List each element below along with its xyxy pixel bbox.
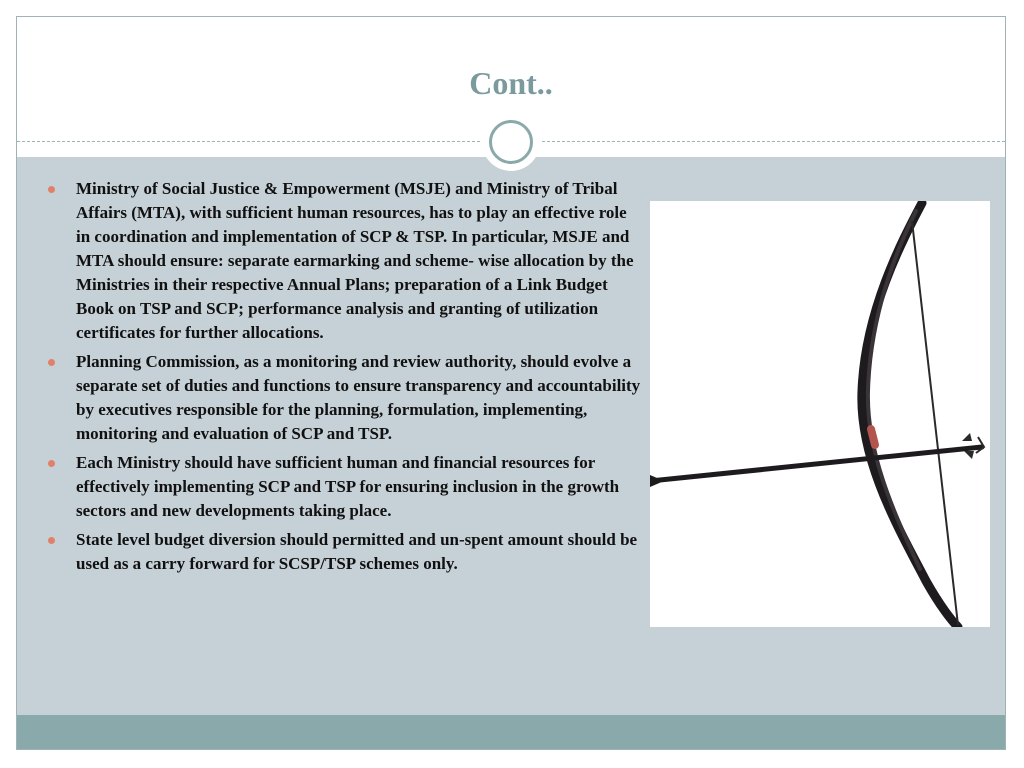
bow-and-arrow-picture (650, 201, 990, 627)
bullet-dot-icon (48, 460, 55, 467)
bow-and-arrow-icon (650, 201, 990, 627)
bullet-item (45, 451, 645, 523)
bullet-dot-icon (48, 186, 55, 193)
slide (16, 16, 1006, 750)
bottom-bar (17, 715, 1005, 750)
bullet-text: State level budget diversion should permitted and un-spent amount should be used as a carry forward for SCSP/TSP schemes only. (76, 530, 638, 573)
bullet-item (45, 177, 645, 345)
bullet-text: Ministry of Social Justice & Empowerment (MSJE) and Ministry of Tribal Affairs (MTA), with sufficient human resources, has to play an effective role in coordination and implementation of SCP & TSP. In particular, MSJE and MTA should ensure: separate earmarking and scheme- wise allocation by the Ministries in their respective Annual Plans; preparation of a Link Budget Book on TSP and SCP; performance analysis and granting of utilization certificates for further allocations. (76, 179, 634, 342)
bullet-list (45, 177, 645, 581)
slide-title: Cont.. (469, 65, 553, 101)
bullet-dot-icon (48, 359, 55, 366)
circle-ornament-icon (482, 113, 540, 171)
bullet-item (45, 528, 645, 576)
bullet-item (45, 350, 645, 446)
ring-icon (489, 120, 533, 164)
bullet-text: Each Ministry should have sufficient human and financial resources for effectively implementing SCP and TSP for ensuring inclusion in the growth sectors and new developments taking place. (76, 453, 620, 520)
bullet-text: Planning Commission, as a monitoring and review authority, should evolve a separate set of duties and functions to ensure transparency and accountability by executives responsible for the planning, formulation, implementing, monitoring and evaluation of SCP and TSP. (76, 352, 641, 443)
bullet-dot-icon (48, 537, 55, 544)
